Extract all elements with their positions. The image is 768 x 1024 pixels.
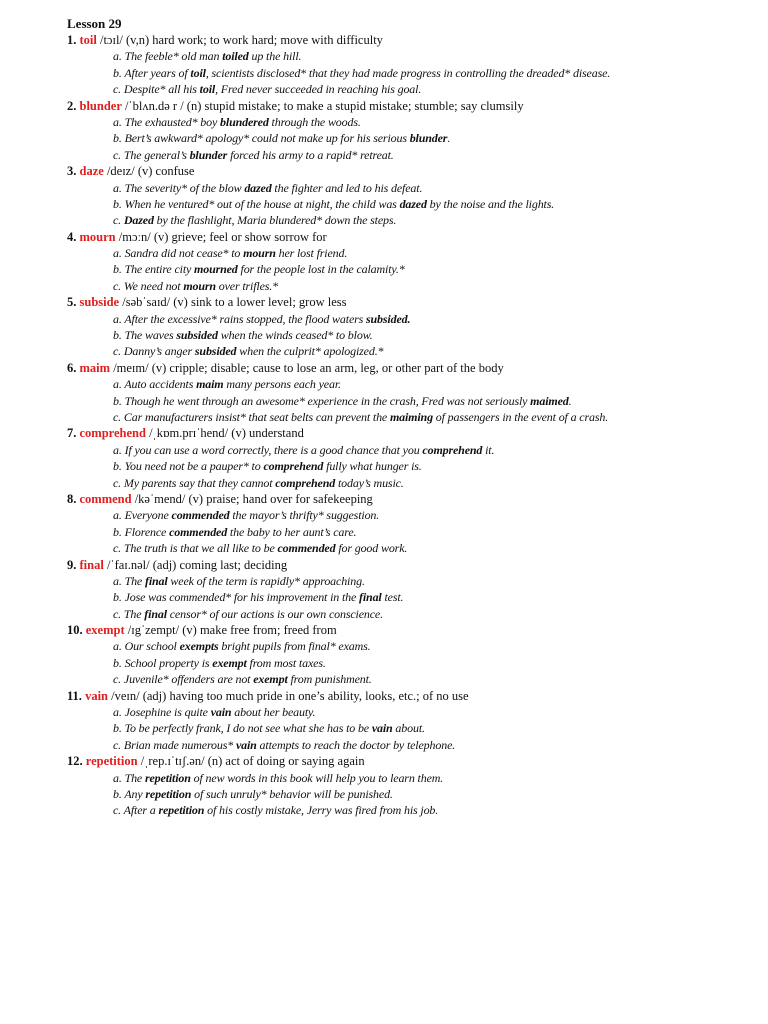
entry-number: 7. bbox=[67, 426, 77, 441]
example-text-after: the fighter and led to his defeat. bbox=[271, 180, 423, 195]
word-definition: /kəˈmend/ (v) praise; hand over for safekeeping bbox=[131, 491, 373, 506]
example-text-after: the mayor’s thrifty* suggestion. bbox=[229, 508, 380, 523]
entry-number: 6. bbox=[67, 360, 77, 375]
entry-number: 8. bbox=[67, 491, 77, 506]
vocab-word: mourn bbox=[79, 229, 116, 244]
example-highlighted-word: comprehend bbox=[263, 459, 324, 474]
vocab-word: maim bbox=[79, 360, 111, 375]
example-text-before: Juvenile* offenders are not bbox=[123, 672, 254, 687]
example-highlighted-word: commended bbox=[169, 524, 228, 539]
example-text-after: through the woods. bbox=[268, 114, 361, 129]
entry-number: 10. bbox=[67, 623, 83, 638]
example-text-before: Our school bbox=[124, 639, 180, 654]
example-text-before: Everyone bbox=[124, 508, 172, 523]
example-highlighted-word: comprehend bbox=[275, 475, 336, 490]
entry-number: 1. bbox=[67, 33, 77, 47]
example-text-after: attempts to reach the doctor by telephone. bbox=[256, 737, 456, 752]
word-definition: /ˌkɒm.prɪˈhend/ (v) understand bbox=[145, 426, 304, 441]
example-text-after: forced his army to a rapid* retreat. bbox=[227, 147, 394, 162]
example-letter: c. bbox=[113, 82, 122, 97]
example-text-after: by the noise and the lights. bbox=[426, 196, 555, 211]
example-letter: b. bbox=[113, 393, 122, 408]
vocab-word: toil bbox=[79, 33, 97, 47]
example-sentence bbox=[67, 278, 747, 294]
example-text-after: fully what hunger is. bbox=[323, 459, 422, 474]
example-sentence bbox=[67, 442, 747, 458]
example-text-before: You need not be a pauper* to bbox=[124, 459, 264, 474]
entry-number: 12. bbox=[67, 754, 83, 769]
vocabulary-list bbox=[67, 32, 747, 819]
example-highlighted-word: repetition bbox=[158, 803, 205, 818]
example-text-after: , Fred never succeeded in reaching his goal. bbox=[215, 82, 422, 97]
example-text-after: of such unruly* behavior will be punished. bbox=[191, 786, 393, 801]
example-highlighted-word: subsided. bbox=[366, 311, 411, 326]
example-highlighted-word: repetition bbox=[144, 770, 191, 785]
example-sentence bbox=[67, 311, 747, 327]
example-sentence bbox=[67, 114, 747, 130]
example-highlighted-word: subsided bbox=[194, 344, 237, 359]
example-letter: c. bbox=[113, 606, 122, 621]
example-sentence bbox=[67, 147, 747, 163]
vocab-entry-heading bbox=[67, 163, 747, 179]
example-text-after: for good work. bbox=[335, 541, 408, 556]
entry-number: 2. bbox=[67, 98, 77, 113]
vocab-entry-heading bbox=[67, 688, 747, 704]
example-text-before: The exhausted* boy bbox=[124, 114, 221, 129]
word-definition: /ɪgˈzempt/ (v) make free from; freed from bbox=[124, 623, 337, 638]
example-text-after: about her beauty. bbox=[231, 705, 316, 720]
example-text-before: Brian made numerous* bbox=[123, 737, 236, 752]
example-highlighted-word: vain bbox=[371, 721, 393, 736]
example-highlighted-word: final bbox=[144, 573, 168, 588]
example-sentence bbox=[67, 524, 747, 540]
example-highlighted-word: Dazed bbox=[123, 213, 154, 228]
word-definition: /meɪm/ (v) cripple; disable; cause to lose an arm, leg, or other part of the body bbox=[110, 360, 504, 375]
example-letter: c. bbox=[113, 475, 122, 490]
example-letter: a. bbox=[113, 114, 122, 129]
example-text-after: of new words in this book will help you to learn them. bbox=[190, 770, 444, 785]
entry-number: 3. bbox=[67, 164, 77, 179]
example-text-before: Auto accidents bbox=[124, 377, 197, 392]
example-text-after: many persons each year. bbox=[223, 377, 341, 392]
example-text-before: Josephine is quite bbox=[124, 705, 211, 720]
example-letter: b. bbox=[113, 262, 122, 277]
example-text-before: My parents say that they cannot bbox=[123, 475, 276, 490]
example-highlighted-word: mourned bbox=[194, 262, 238, 277]
vocab-entry-heading bbox=[67, 98, 747, 114]
example-highlighted-word: toil bbox=[190, 65, 206, 80]
example-text-after: her lost friend. bbox=[275, 246, 348, 261]
example-letter: a. bbox=[113, 377, 122, 392]
example-highlighted-word: blunder bbox=[189, 147, 228, 162]
vocab-entry-heading bbox=[67, 491, 747, 507]
example-letter: a. bbox=[113, 311, 122, 326]
example-text-before: Danny’s anger bbox=[123, 344, 195, 359]
example-letter: b. bbox=[113, 655, 122, 670]
example-letter: b. bbox=[113, 131, 122, 146]
example-highlighted-word: comprehend bbox=[422, 442, 483, 457]
example-text-before: The feeble* old man bbox=[124, 49, 223, 64]
vocab-word: subside bbox=[79, 295, 120, 310]
example-sentence bbox=[67, 65, 747, 81]
example-letter: a. bbox=[113, 49, 122, 64]
example-sentence bbox=[67, 81, 747, 97]
example-letter: c. bbox=[113, 213, 122, 228]
example-text-before: The severity* of the blow bbox=[124, 180, 245, 195]
example-sentence bbox=[67, 343, 747, 359]
example-highlighted-word: dazed bbox=[399, 196, 427, 211]
example-letter: b. bbox=[113, 786, 122, 801]
example-text-after: when the culprit* apologized.* bbox=[236, 344, 384, 359]
example-text-before: Florence bbox=[124, 524, 170, 539]
example-text-before: The entire city bbox=[124, 262, 195, 277]
vocab-entry-heading bbox=[67, 557, 747, 573]
word-definition: /mɔːn/ (v) grieve; feel or show sorrow for bbox=[115, 229, 327, 244]
example-letter: a. bbox=[113, 442, 122, 457]
example-text-after: up the hill. bbox=[248, 49, 302, 64]
example-text-before: The bbox=[123, 606, 145, 621]
example-highlighted-word: exempts bbox=[179, 639, 219, 654]
example-letter: b. bbox=[113, 65, 122, 80]
example-text-after: when the winds ceased* to blow. bbox=[217, 328, 373, 343]
word-definition: /ˌrep.ɪˈtɪʃ.ən/ (n) act of doing or saying again bbox=[137, 754, 365, 769]
word-definition: /tɔɪl/ (v,n) hard work; to work hard; move with difficulty bbox=[96, 33, 383, 47]
example-letter: b. bbox=[113, 459, 122, 474]
example-highlighted-word: commended bbox=[171, 508, 230, 523]
example-sentence bbox=[67, 507, 747, 523]
example-letter: a. bbox=[113, 180, 122, 195]
example-sentence bbox=[67, 48, 747, 64]
example-letter: a. bbox=[113, 770, 122, 785]
example-sentence bbox=[67, 475, 747, 491]
example-letter: c. bbox=[113, 541, 122, 556]
example-letter: b. bbox=[113, 721, 122, 736]
example-text-after: by the flashlight, Maria blundered* down the steps. bbox=[153, 213, 397, 228]
example-text-after: of passengers in the event of a crash. bbox=[432, 409, 609, 424]
example-highlighted-word: maimed bbox=[530, 393, 569, 408]
example-letter: a. bbox=[113, 573, 122, 588]
example-sentence bbox=[67, 655, 747, 671]
example-sentence bbox=[67, 261, 747, 277]
example-text-before: Though he went through an awesome* experience in the crash, Fred was not seriously bbox=[124, 393, 531, 408]
example-sentence bbox=[67, 327, 747, 343]
example-sentence bbox=[67, 130, 747, 146]
vocab-entry-heading bbox=[67, 425, 747, 441]
example-text-before: The waves bbox=[124, 328, 177, 343]
example-highlighted-word: vain bbox=[210, 705, 232, 720]
vocab-word: daze bbox=[79, 164, 104, 179]
example-highlighted-word: vain bbox=[235, 737, 257, 752]
entry-number: 4. bbox=[67, 229, 77, 244]
example-sentence bbox=[67, 180, 747, 196]
vocab-entry-heading bbox=[67, 360, 747, 376]
vocab-entry-heading bbox=[67, 622, 747, 638]
example-sentence bbox=[67, 737, 747, 753]
example-text-after: from most taxes. bbox=[246, 655, 326, 670]
example-letter: c. bbox=[113, 803, 122, 818]
example-text-before: If you can use a word correctly, there is a good chance that you bbox=[124, 442, 423, 457]
example-highlighted-word: blundered bbox=[220, 114, 269, 129]
example-text-after: from punishment. bbox=[287, 672, 372, 687]
example-sentence bbox=[67, 671, 747, 687]
example-text-before: After the excessive* rains stopped, the flood waters bbox=[124, 311, 367, 326]
word-definition: /veɪn/ (adj) having too much pride in one’s ability, looks, etc.; of no use bbox=[108, 688, 469, 703]
example-highlighted-word: final bbox=[144, 606, 167, 621]
vocab-word: repetition bbox=[85, 754, 138, 769]
example-highlighted-word: exempt bbox=[253, 672, 288, 687]
example-highlighted-word: commended bbox=[277, 541, 336, 556]
example-text-after: over trifles.* bbox=[215, 278, 278, 293]
example-highlighted-word: final bbox=[359, 590, 382, 605]
example-sentence bbox=[67, 720, 747, 736]
vocab-word: final bbox=[79, 557, 104, 572]
example-text-after: . bbox=[447, 131, 451, 146]
example-highlighted-word: mourn bbox=[243, 246, 276, 261]
entry-number: 9. bbox=[67, 557, 77, 572]
example-text-before: When he ventured* out of the house at night, the child was bbox=[124, 196, 400, 211]
example-letter: c. bbox=[113, 147, 122, 162]
example-text-before: Car manufacturers insist* that seat belts can prevent the bbox=[123, 409, 390, 424]
example-text-before: The bbox=[124, 573, 145, 588]
example-text-after: the baby to her aunt’s care. bbox=[227, 524, 357, 539]
example-sentence bbox=[67, 458, 747, 474]
example-sentence bbox=[67, 376, 747, 392]
example-text-after: about. bbox=[392, 721, 425, 736]
page-title: Lesson 29 bbox=[67, 16, 122, 31]
example-text-after: , scientists disclosed* that they had made progress in controlling the dreaded* disease. bbox=[205, 65, 611, 80]
example-letter: b. bbox=[113, 590, 122, 605]
example-highlighted-word: exempt bbox=[212, 655, 247, 670]
example-highlighted-word: repetition bbox=[145, 786, 192, 801]
example-letter: a. bbox=[113, 246, 122, 261]
word-definition: /səbˈsaɪd/ (v) sink to a lower level; grow less bbox=[119, 295, 347, 310]
word-definition: /ˈfaɪ.nəl/ (adj) coming last; deciding bbox=[103, 557, 288, 572]
example-sentence bbox=[67, 540, 747, 556]
example-text-before: After a bbox=[123, 803, 159, 818]
example-text-after: it. bbox=[482, 442, 495, 457]
example-letter: b. bbox=[113, 524, 122, 539]
example-text-before: To be perfectly frank, I do not see what she has to be bbox=[124, 721, 372, 736]
example-letter: a. bbox=[113, 508, 122, 523]
example-sentence bbox=[67, 212, 747, 228]
example-text-after: bright pupils from final* exams. bbox=[218, 639, 371, 654]
example-sentence bbox=[67, 606, 747, 622]
example-sentence bbox=[67, 393, 747, 409]
example-highlighted-word: dazed bbox=[244, 180, 272, 195]
word-definition: /ˈblʌn.də r / (n) stupid mistake; to make a stupid mistake; stumble; say clumsily bbox=[121, 98, 524, 113]
example-text-after: week of the term is rapidly* approaching. bbox=[167, 573, 365, 588]
example-letter: b. bbox=[113, 196, 122, 211]
example-text-before: Sandra did not cease* to bbox=[124, 246, 244, 261]
example-letter: c. bbox=[113, 278, 122, 293]
example-text-after: censor* of our actions is our own conscience. bbox=[166, 606, 383, 621]
example-highlighted-word: maiming bbox=[389, 409, 433, 424]
example-letter: c. bbox=[113, 672, 122, 687]
entry-number: 5. bbox=[67, 295, 77, 310]
vocab-entry-heading bbox=[67, 294, 747, 310]
example-text-before: Jose was commended* for his improvement in the bbox=[124, 590, 360, 605]
example-sentence bbox=[67, 704, 747, 720]
example-highlighted-word: mourn bbox=[183, 278, 216, 293]
example-sentence bbox=[67, 786, 747, 802]
example-text-before: Despite* all his bbox=[123, 82, 200, 97]
example-text-after: today’s music. bbox=[335, 475, 404, 490]
example-sentence bbox=[67, 409, 747, 425]
example-letter: c. bbox=[113, 737, 122, 752]
example-sentence bbox=[67, 573, 747, 589]
example-highlighted-word: maim bbox=[196, 377, 224, 392]
example-text-before: Any bbox=[124, 786, 146, 801]
example-highlighted-word: toiled bbox=[222, 49, 249, 64]
word-definition: /deɪz/ (v) confuse bbox=[103, 164, 195, 179]
example-text-before: School property is bbox=[124, 655, 213, 670]
vocab-entry-heading bbox=[67, 32, 747, 48]
example-text-before: The general’s bbox=[123, 147, 190, 162]
example-text-before: The bbox=[124, 770, 145, 785]
vocab-word: comprehend bbox=[79, 426, 146, 441]
example-highlighted-word: toil bbox=[199, 82, 216, 97]
vocab-word: exempt bbox=[85, 623, 125, 638]
example-sentence bbox=[67, 770, 747, 786]
example-sentence bbox=[67, 638, 747, 654]
lesson-page bbox=[67, 15, 747, 819]
vocab-entry-heading bbox=[67, 229, 747, 245]
example-sentence bbox=[67, 196, 747, 212]
example-letter: c. bbox=[113, 409, 122, 424]
example-text-before: We need not bbox=[123, 278, 184, 293]
example-sentence bbox=[67, 802, 747, 818]
example-text-after: . bbox=[568, 393, 572, 408]
example-text-before: The truth is that we all like to be bbox=[123, 541, 278, 556]
vocab-word: commend bbox=[79, 491, 132, 506]
example-letter: c. bbox=[113, 344, 122, 359]
example-highlighted-word: subsided bbox=[176, 328, 218, 343]
example-sentence bbox=[67, 589, 747, 605]
example-text-after: for the people lost in the calamity.* bbox=[237, 262, 405, 277]
example-highlighted-word: blunder bbox=[409, 131, 448, 146]
example-letter: a. bbox=[113, 705, 122, 720]
entry-number: 11. bbox=[67, 688, 82, 703]
example-text-after: test. bbox=[381, 590, 404, 605]
vocab-word: vain bbox=[85, 688, 108, 703]
vocab-word: blunder bbox=[79, 98, 122, 113]
example-text-before: After years of bbox=[124, 65, 191, 80]
example-letter: b. bbox=[113, 328, 122, 343]
example-letter: a. bbox=[113, 639, 122, 654]
example-text-before: Bert’s awkward* apology* could not make up for his serious bbox=[124, 131, 410, 146]
example-sentence bbox=[67, 245, 747, 261]
vocab-entry-heading bbox=[67, 753, 747, 769]
example-text-after: of his costly mistake, Jerry was fired from his job. bbox=[204, 803, 439, 818]
